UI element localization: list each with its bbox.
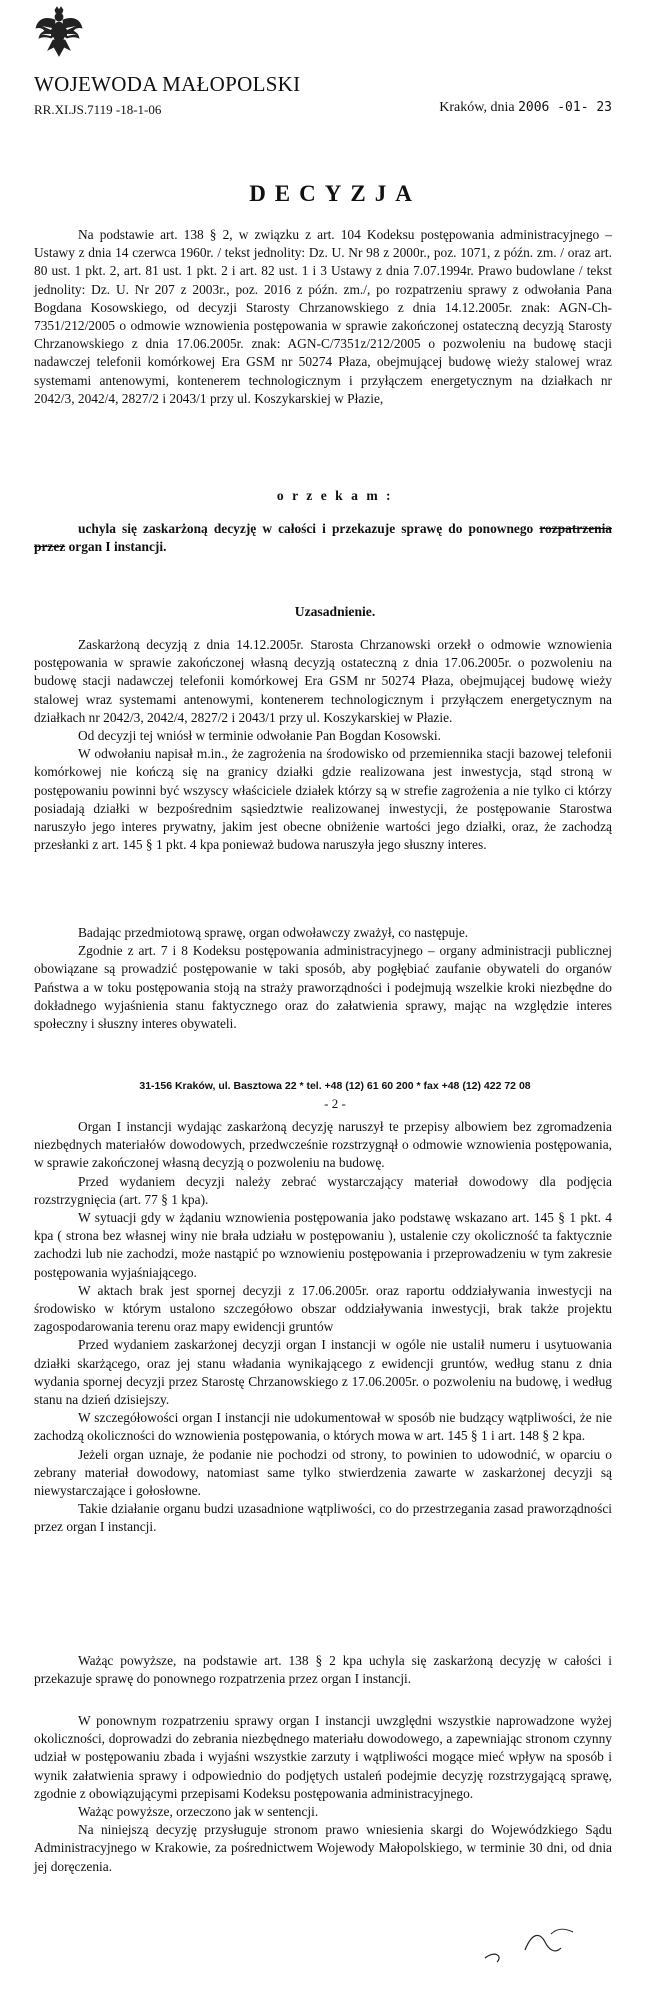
document-title: DECYZJA bbox=[249, 181, 421, 206]
place-label: Kraków, dnia bbox=[439, 100, 515, 115]
analysis-paragraph: Badając przedmiotową sprawę, organ odwoławczy zważył, co następuje. bbox=[78, 925, 469, 940]
intro-paragraph: Na podstawie art. 138 § 2, w związku z art. 104 Kodeksu postępowania administracyjnego – Ustawy z dnia 14 czerwca 1960r. / tekst jednolity: Dz. U. Nr 98 z 2000r., poz. 1071, z późn. zm. / oraz art. 80 ust. 1 pkt. 2, art. 81 ust. 1 pkt. 2 i art. 82 ust. 1 i 3 Ustawy z dnia 7.07.1994r. Prawo budowlane / tekst jednolity: Dz. U. Nr 207 z 2003r., poz. 2016 z późn. zm./, po rozpatrzeniu sprawy z odwołania Pana Bogdana Kosowskiego, od decyzji Starosty Chrzanowskiego z dnia 14.12.2005r. znak: AGN-Ch-7351/212/2005 o odmowie wznowienia postępowania w sprawie zakończonej ostateczną decyzją Starosty Chrzanowskiego z dnia 17.06.2005r. znak: AGN-C/7351z/212/2005 o pozwoleniu na budowę stacji nadawczej telefonii komórkowej Era GSM nr 50274 Płaza, obejmującej budowę wieży stalowej wraz systemami antenowymi, kontenerem technologicznym i przyłączem energetycznym na działkach nr 2042/3, 2042/4, 2827/2 i 2043/1 przy ul. Koszykarskiej w Płazie, bbox=[34, 227, 612, 406]
handwritten-date: 2006 -01- 23 bbox=[518, 100, 612, 115]
page2-block-b bbox=[34, 1652, 612, 1688]
page2-paragraph: Organ I instancji wydając zaskarżoną decyzję naruszył te przepisy albowiem bez zgromadzenia niezbędnych materiałów dowodowych, przedwcześnie rozstrzygnął o odmowie wznowienia postępowania, w sprawie zakończonej własną decyzją o pozwoleniu na budowę. bbox=[34, 1119, 612, 1171]
uzasadnienie-heading: Uzasadnienie. bbox=[294, 604, 376, 619]
page2-paragraph: W sytuacji gdy w żądaniu wznowienia postępowania jako podstawę wskazano art. 145 § 1 pkt. 4 kpa ( strona bez własnej winy nie brała udziału w postępowaniu ), ustalenie czy okoliczność ta faktycznie zachodzi lub nie zachodzi, może nastąpić po wznowieniu postępowania i przeprowadzeniu w tym zakresie postępowania wyjaśniającego. bbox=[34, 1210, 612, 1280]
analysis-paragraph: Zgodnie z art. 7 i 8 Kodeksu postępowania administracyjnego – organy administracji publicznej obowiązane są prowadzić postępowanie w taki sposób, aby pogłębiać zaufanie obywateli do organów Państwa a w toku postępowania stoją na straży praworządności i podejmują wszelkie kroki niezbędne do dokładnego wyjaśnienia stanu faktycznego oraz do załatwienia sprawy, mając na względzie interes społeczny i słuszny interes obywateli. bbox=[34, 943, 612, 1032]
analysis-block bbox=[34, 924, 612, 1033]
ruling-block bbox=[34, 520, 612, 556]
page2-paragraph: Przed wydaniem zaskarżonej decyzji organ I instancji w ogóle nie ustalił numeru i usytuowania działki skarżącego, oraz jej stanu władania wynikającego z ewidencji gruntów, według stanu z dnia wydania spornej decyzji przez Starostę Chrzanowskiego z 17.06.2005r. o pozwoleniu na budowę, i według stanu na dzień dzisiejszy. bbox=[34, 1337, 612, 1408]
uzasadnienie-paragraph: Zaskarżoną decyzją z dnia 14.12.2005r. Starosta Chrzanowski orzekł o odmowie wznowienia postępowania w sprawie zakończonej własną decyzją ostateczną z dnia 17.06.2005r. o pozwoleniu na budowę stacji nadawczej telefonii komórkowej Era GSM nr 50274 Płaza, obejmującej budowę wieży stalowej wraz systemami antenowymi, kontenerem technologicznym i przyłączem energetycznym na działkach nr 2042/3, 2042/4, 2827/2 i 2043/1 przy ul. Koszykarskiej w Płazie. bbox=[34, 637, 612, 725]
page2-paragraph: Ważąc powyższe, orzeczono jak w sentencji. bbox=[78, 1804, 319, 1820]
intro-paragraph-block bbox=[34, 226, 612, 408]
page2-paragraph: Na niniejszą decyzję przysługuje stronom prawo wniesienia skargi do Wojewódzkiego Sądu Administracyjnego w Krakowie, za pośrednictwem Wojewody Małopolskiego, w terminie 30 dni, od dnia jej doręczenia. bbox=[34, 1822, 612, 1874]
page2-block-a bbox=[34, 1118, 612, 1537]
reference-number: RR.XI.JS.7119 -18-1-06 bbox=[34, 102, 162, 117]
page2-paragraph: Takie działanie organu budzi uzasadnione wątpliwości, co do przestrzegania zasad praworządności przez organ I instancji. bbox=[34, 1501, 612, 1535]
ruling-main: uchyla się zaskarżoną decyzję w całości i przekazuje sprawę do ponownego bbox=[78, 521, 534, 536]
page2-paragraph: W szczegółowości organ I instancji nie udokumentował w sposób nie budzący wątpliwości, że nie zachodzą okoliczności do wznowienia postępowania, o których mowa w art. 145 § 1 i art. 148 § 2 kpa. bbox=[34, 1410, 612, 1444]
uzasadnienie-block bbox=[34, 636, 612, 854]
eagle-emblem-icon bbox=[34, 6, 84, 58]
ruling-struck-text: rozpatrzenia przez bbox=[34, 521, 612, 555]
page2-paragraph: Przed wydaniem decyzji należy zebrać wystarczający materiał dowodowy dla podjęcia rozstrzygnięcia (art. 77 § 1 kpa). bbox=[34, 1173, 612, 1207]
ruling-tail: organ I instancji. bbox=[65, 539, 167, 555]
page-number: - 2 - bbox=[324, 1096, 346, 1111]
page2-block-c bbox=[34, 1712, 612, 1876]
orzekam-heading: o r z e k a m : bbox=[276, 488, 394, 503]
page2-paragraph: Jeżeli organ uznaje, że podanie nie pochodzi od strony, to powinien to udowodnić, w oparciu o zebrany materiał dowodowy, natomiast same tylko stwierdzenia zawarte w zaskarżonej decyzji są niewystarczające i gołosłowne. bbox=[34, 1446, 612, 1499]
page2-paragraph: Ważąc powyższe, na podstawie art. 138 § 2 kpa uchyla się zaskarżoną decyzję w całości i przekazuje sprawę do ponownego rozpatrzenia przez organ I instancji. bbox=[34, 1653, 612, 1687]
uzasadnienie-paragraph: W odwołaniu napisał m.in., że zagrożenia na środowisko od przemiennika stacji bazowej telefonii komórkowej nie kończą się na granicy działki gdzie realizowana jest inwestycja, stąd stroną w postępowaniu powinni być wszyscy właściciele działek którzy są w strefie zagrożenia a nie tylko ci którzy posiadają działki w bezpośrednim sąsiedztwie realizowanej inwestycji, że postępowanie Starostwa naruszyło jego interes prywatny, jakim jest obecne obniżenie wartości jego działki, oraz, że zachodzą przesłanki z art. 145 § 1 pkt. 4 kpa ponieważ budowa naruszyła jego słuszny interes. bbox=[34, 746, 612, 853]
office-name: WOJEWODA MAŁOPOLSKI bbox=[34, 72, 301, 96]
uzasadnienie-paragraph: Od decyzji tej wniósł w terminie odwołanie Pan Bogdan Kosowski. bbox=[78, 728, 441, 744]
address-footer: 31-156 Kraków, ul. Basztowa 22 * tel. +48 (12) 61 60 200 * fax +48 (12) 422 72 08 bbox=[139, 1080, 531, 1092]
page2-paragraph: W aktach brak jest spornej decyzji z 17.06.2005r. oraz raportu oddziaływania inwestycji na środowisko w którym ustalono szczegółowo obszar oddziaływania inwestycji, brak także projektu zagospodarowania terenu oraz mapy ewidencji gruntów bbox=[34, 1282, 612, 1335]
handwritten-signature bbox=[455, 1920, 585, 1970]
ruling-text bbox=[34, 520, 612, 556]
place-date bbox=[439, 100, 612, 116]
page2-paragraph: W ponownym rozpatrzeniu sprawy organ I instancji uwzględni wszystkie naprowadzone wyżej okoliczności, doprowadzi do zebrania niezbędnego materiału dowodowego, a zapewniając stronom czynny udział w postępowaniu zbada i wyjaśni wszystkie zarzuty i wątpliwości mogące mieć wpływ na sposób i wynik załatwienia sprawy i odpowiednio do podjętych ustaleń podejmie decyzję rozstrzygającą sprawę, zgodnie z obowiązującymi przepisami Kodeksu postępowania administracyjnego. bbox=[34, 1713, 612, 1801]
